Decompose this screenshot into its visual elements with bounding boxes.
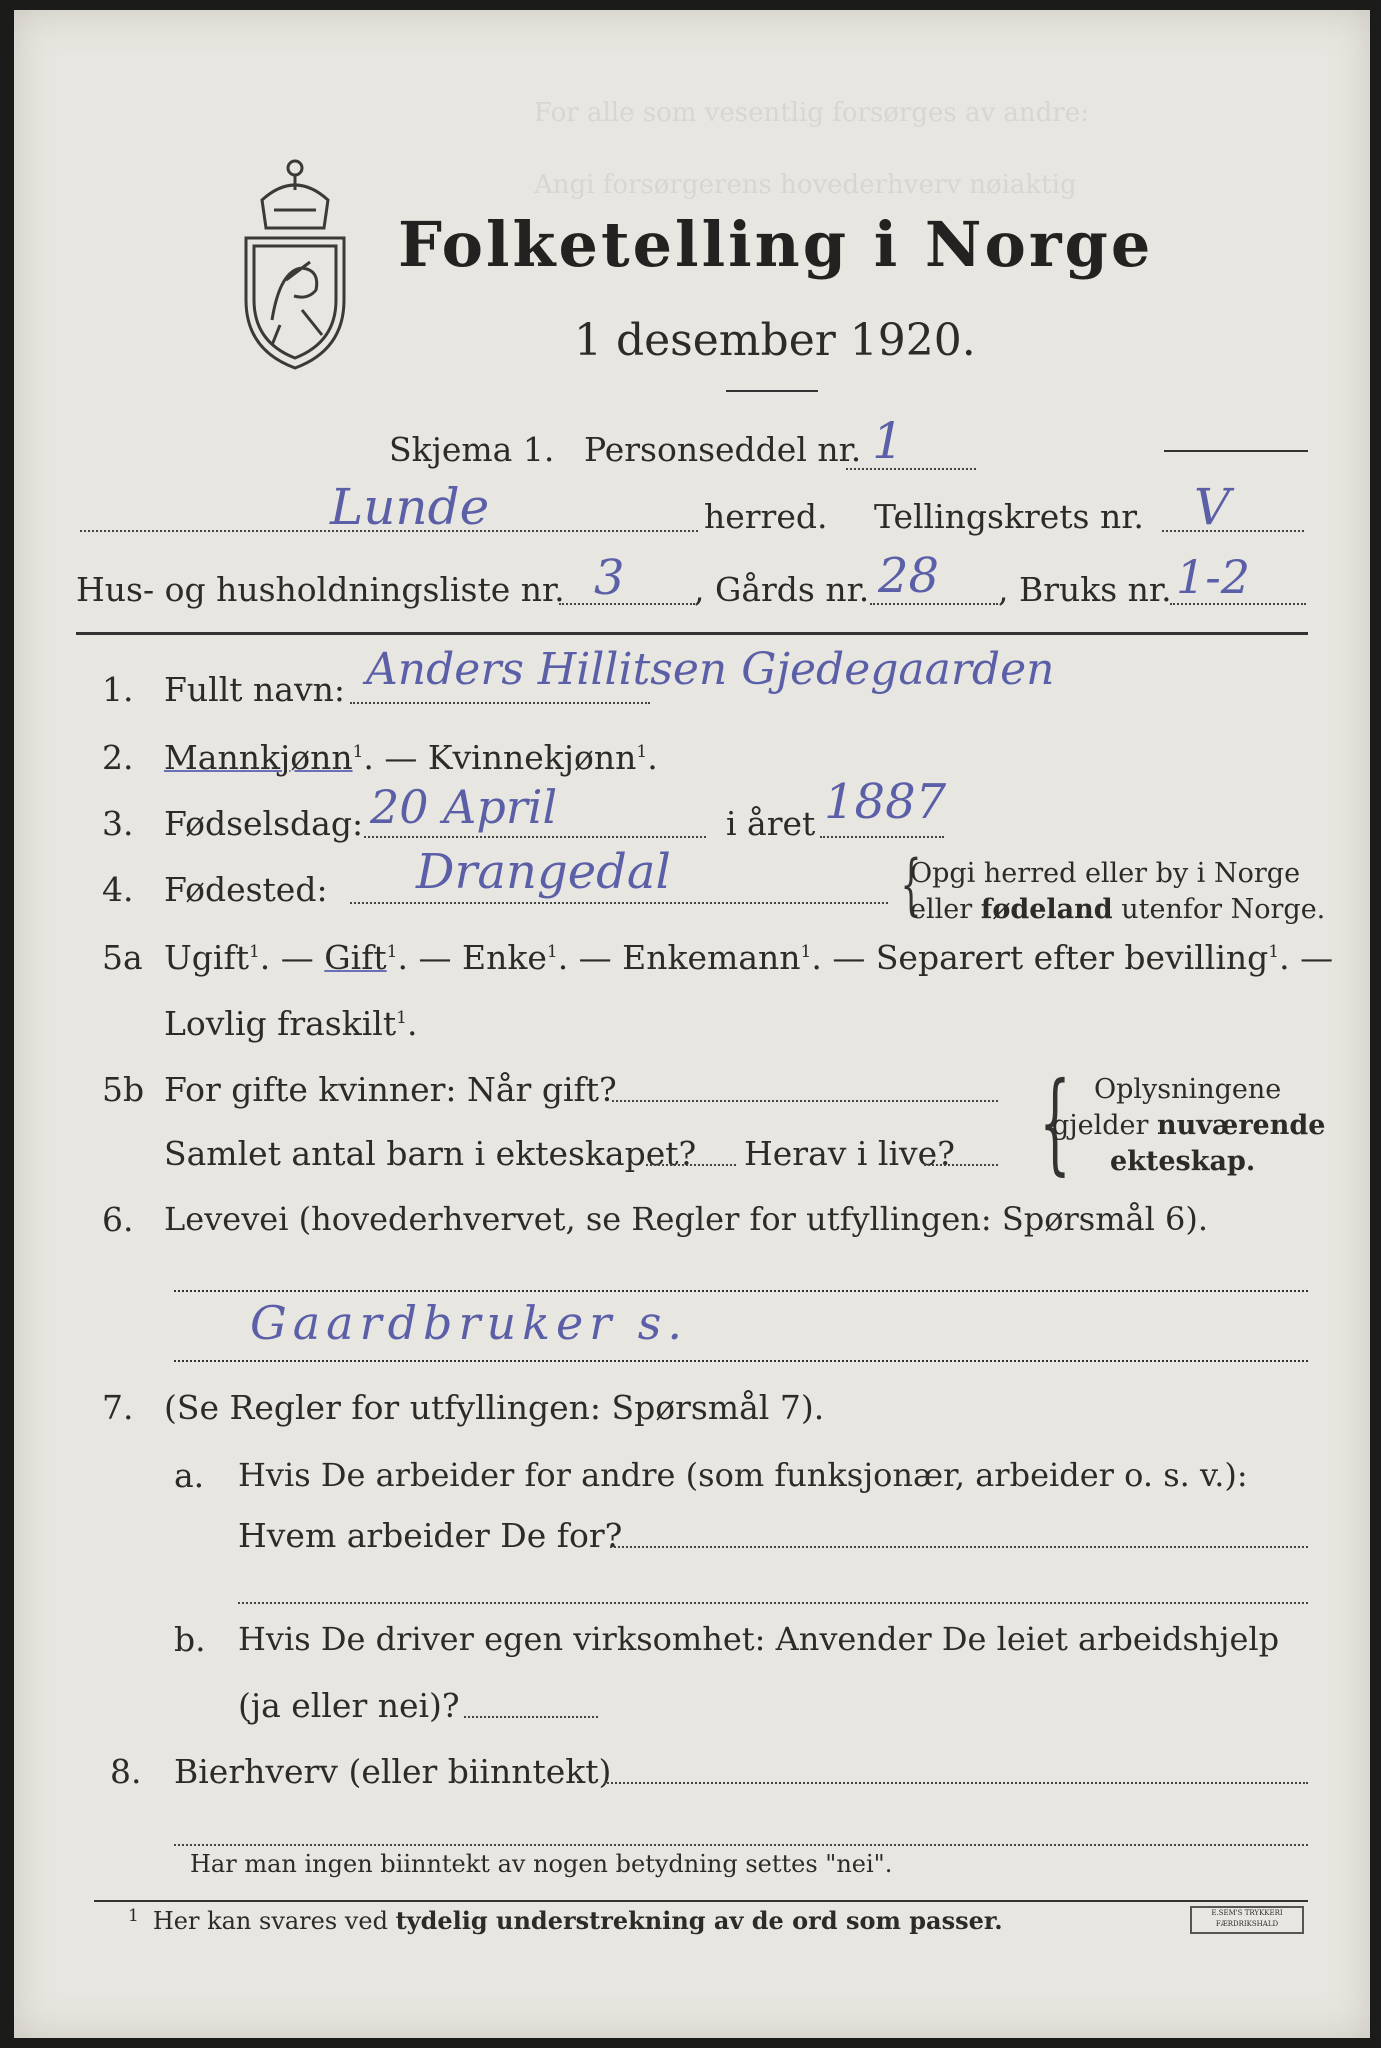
q8-note: Har man ingen biinntekt av nogen betydning settes "nei". [190,1850,893,1878]
footnote-separator [94,1900,1308,1902]
q8-line-2 [174,1844,1308,1846]
q7-number: 7. [102,1388,134,1427]
footnote-marker: 1 [386,942,398,962]
option-gift: Gift [324,938,387,977]
option-enke: Enke [461,938,547,977]
q5b-antal-barn-line [646,1164,736,1166]
personseddel-field-line [846,468,976,470]
q5b-note-line1: Oplysningene [1094,1074,1282,1105]
herred-label: herred. [704,497,828,536]
q4-note-bold: fødeland [980,894,1113,925]
footnote-number: 1 [128,1906,139,1926]
q7-label: (Se Regler for utfyllingen: Spørsmål 7). [164,1388,825,1427]
gards-value: 28 [878,548,940,604]
q3-birthday-line [364,836,706,838]
bleed-through-line-1: For alle som vesentlig forsørges av andre: [534,98,1089,128]
census-form-sheet [14,10,1370,2038]
q2-end: . [647,738,658,777]
q7a-employer-line [610,1546,1308,1548]
q6-line-1 [174,1290,1308,1292]
q7a-employer-line-2 [238,1602,1308,1604]
footnote-marker: 1 [248,942,260,962]
q2-gender-options [164,738,658,777]
option-enkemann: Enkemann [622,938,801,977]
q8-line-1 [604,1782,1308,1784]
printer-stamp: E.SEM'S TRYKKERI FÆRDRIKSHALD [1190,1906,1304,1934]
header-separator [76,632,1308,635]
q6-occupation-value: Gaardbruker s. [250,1296,689,1350]
herred-value: Lunde [330,478,490,536]
q6-label: Levevei (hovederhvervet, se Regler for utfyllingen: Spørsmål 6). [164,1200,1209,1238]
q5b-label-antal-barn: Samlet antal barn i ekteskapet? [164,1134,697,1173]
footnote-marker: 1 [352,742,364,762]
census-date: 1 desember 1920. [574,315,976,366]
q5b-note-line2 [1052,1110,1325,1141]
bruks-label: , Bruks nr. [998,570,1172,609]
q8-number: 8. [110,1752,142,1791]
q4-note-line2 [910,894,1325,925]
q7b-question: (ja eller nei)? [238,1686,460,1725]
q1-field-line [350,702,650,704]
q4-label: Fødested: [164,870,328,909]
tellingskrets-label: Tellingskrets nr. [874,497,1144,536]
q5b-brace: { [1039,1058,1071,1186]
q4-birthplace-line [350,902,888,904]
husholdningsliste-value: 3 [594,550,625,606]
option-ugift: Ugift [164,938,249,977]
q6-number: 6. [102,1200,134,1239]
q3-year-line [820,836,944,838]
q5a-marital-options: Ugift$^1$. — Gift$^1$. — Enke$^1$. — Enkemann$^1$. — Separert efter bevilling$^1$. — [164,938,1334,977]
q5b-number: 5b [102,1070,145,1109]
q1-number: 1. [102,670,134,709]
q3-number: 3. [102,804,134,843]
q8-label: Bierhverv (eller biinntekt) [174,1752,612,1791]
norway-coat-of-arms-icon [232,150,358,372]
footnote-emphasis: tydelig understrekning av de ord som passer. [395,1906,1003,1935]
gards-label: , Gårds nr. [694,570,870,609]
q7b-text: Hvis De driver egen virksomhet: Anvender De leiet arbeidshjelp [238,1620,1280,1658]
personseddel-margin-rule [1164,450,1308,452]
q4-birthplace-value: Drangedal [416,844,671,900]
q7a-question: Hvem arbeider De for? [238,1516,623,1555]
bruks-value: 1-2 [1176,550,1251,604]
q4-note-line1: Opgi herred eller by i Norge [910,858,1301,889]
husholdningsliste-field-line [559,603,695,605]
option-lovlig-fraskilt: Lovlig fraskilt [164,1004,397,1043]
tellingskrets-value: V [1194,478,1231,536]
personseddel-value: 1 [872,412,904,470]
footnote-marker: 1 [800,942,812,962]
q4-number: 4. [102,870,134,909]
bleed-through-line-2: Angi forsørgerens hovederhverv nøiaktig [534,170,1077,200]
q1-label: Fullt navn: [164,670,345,709]
q3-year-value: 1887 [824,774,947,830]
q1-full-name-value: Anders Hillitsen Gjedegaarden [366,644,1055,695]
q5b-note-line3: ekteskap. [1110,1146,1256,1177]
q5b-label-i-live: Herav i live? [744,1134,955,1173]
option-kvinnekjonn: . — Kvinnekjønn [363,738,637,777]
tellingskrets-field-line [1162,530,1304,532]
q3-birthday-value: 20 April [370,780,558,834]
q5a-number: 5a [102,938,143,977]
q4-note-post: utenfor Norge. [1121,894,1326,925]
footnote-marker: 1 [636,742,648,762]
skjema-label: Skjema 1. [389,430,555,469]
q3-year-label: i året [726,804,816,843]
footnote-marker: 1 [396,1008,407,1028]
q2-number: 2. [102,738,134,777]
q5b-note-bold: nuværende [1157,1110,1326,1141]
q5a-lovlig-fraskilt: Lovlig fraskilt$^1$. [164,1004,418,1043]
title-divider [726,390,818,392]
footnote [128,1906,1003,1935]
personseddel-label: Personseddel nr. [584,430,862,469]
q4-brace: { [900,846,922,923]
option-separert: Separert efter bevilling [875,938,1269,977]
q3-label: Fødselsdag: [164,804,364,843]
option-mannkjonn: Mannkjønn [164,738,353,777]
footnote-marker: 1 [546,942,558,962]
q7b-letter: b. [174,1620,206,1659]
q5b-label-nar-gift: For gifte kvinner: Når gift? [164,1070,617,1109]
q5b-nar-gift-line [612,1100,998,1102]
q7a-letter: a. [174,1456,205,1495]
q4-note-pre: eller [910,894,973,925]
husholdningsliste-label: Hus- og husholdningsliste nr. [76,570,565,609]
q7a-text: Hvis De arbeider for andre (som funksjonær, arbeider o. s. v.): [238,1456,1248,1494]
form-title: Folketelling i Norge [398,208,1154,281]
q5b-note-pre: gjelder [1052,1110,1149,1141]
footnote-text: Her kan svares ved [152,1907,388,1935]
q6-line-2 [174,1360,1308,1362]
q5b-i-live-line [924,1164,998,1166]
footnote-marker: 1 [1268,942,1280,962]
q7b-answer-line [464,1716,598,1718]
